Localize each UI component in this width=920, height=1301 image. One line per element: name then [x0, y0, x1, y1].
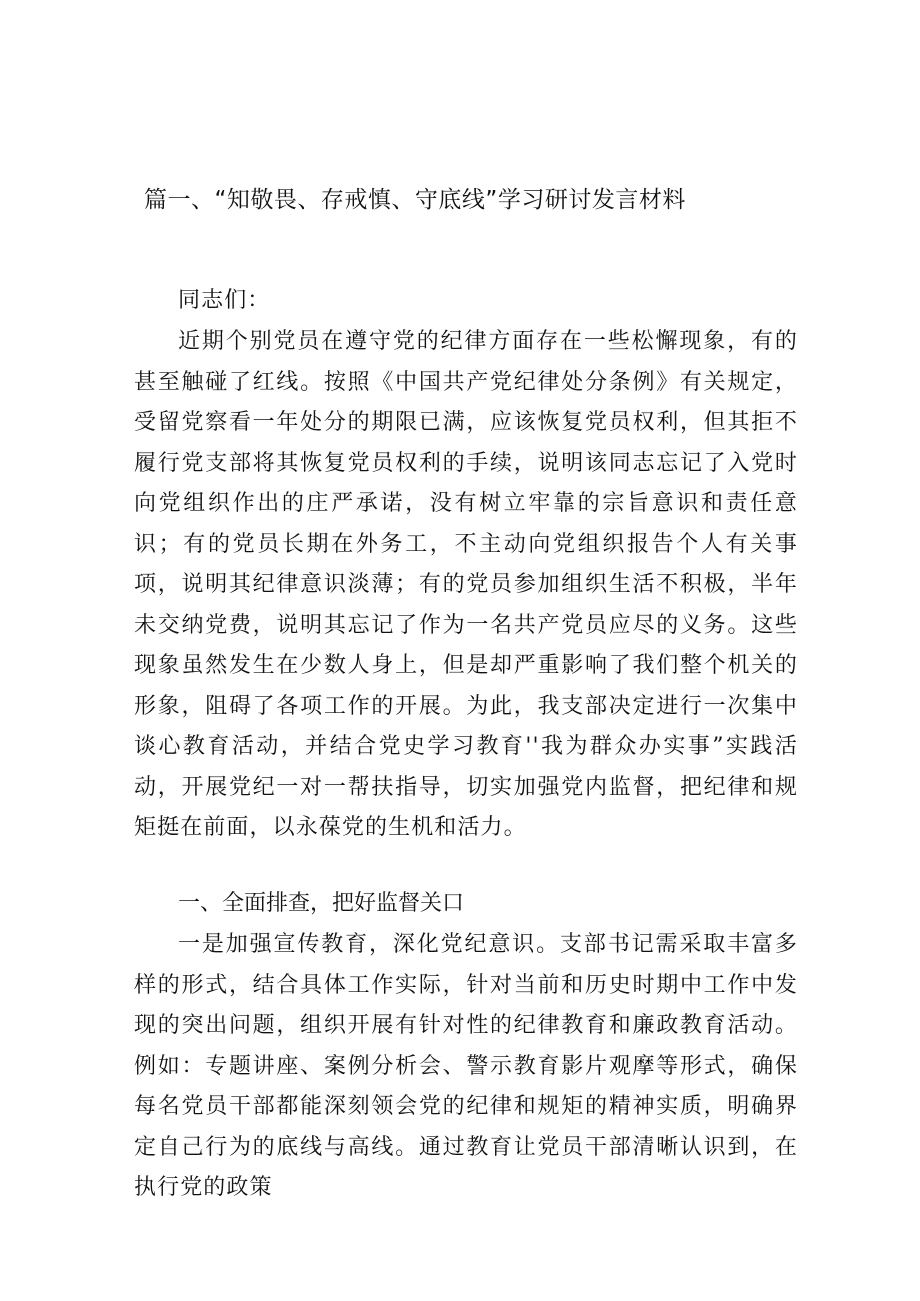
salutation: 同志们：: [178, 288, 271, 313]
paragraph-intro: 近期个别党员在遵守党的纪律方面存在一些松懈现象，有的甚至触碰了红线。按照《中国共产党纪律处分条例》有关规定，受留党察看一年处分的期限已满，应该恢复党员权利，但其拒不履行党支部将其恢复党员权利的手续，说明该同志忘记了入党时向党组织作出的庄严承诺，没有树立牢靠的宗旨意识和责任意识；有的党员长期在外务工，不主动向党组织报告个人有关事项，说明其纪律意识淡薄；有的党员参加组织生活不积极，半年未交纳党费，说明其忘记了作为一名共产党员应尽的义务。这些现象虽然发生在少数人身上，但是却严重影响了我们整个机关的形象，阻碍了各项工作的开展。为此，我支部决定进行一次集中谈心教育活动，并结合党史学习教育''我为群众办实事”实践活动，开展党纪一对一帮扶指导，切实加强党内监督，把纪律和规矩挺在前面，以永葆党的生机和活力。: [134, 329, 798, 840]
paragraph-section1: 一是加强宣传教育，深化党纪意识。支部书记需采取丰富多样的形式，结合具体工作实际，针对当前和历史时期中工作中发现的突出问题，组织开展有针对性的纪律教育和廉政教育活动。例如：专题讲座、案例分析会、警示教育影片观摩等形式，确保每名党员干部都能深刻领会党的纪律和规矩的精神实质，明确界定自己行为的底线与高线。通过教育让党员干部清晰认识到，在执行党的政策: [134, 932, 798, 1200]
document-title: 篇一、“知敬畏、存戒慎、守底线”学习研讨发言材料: [144, 187, 686, 213]
section-heading-1: 一、全面排查，把好监督关口: [178, 891, 465, 916]
